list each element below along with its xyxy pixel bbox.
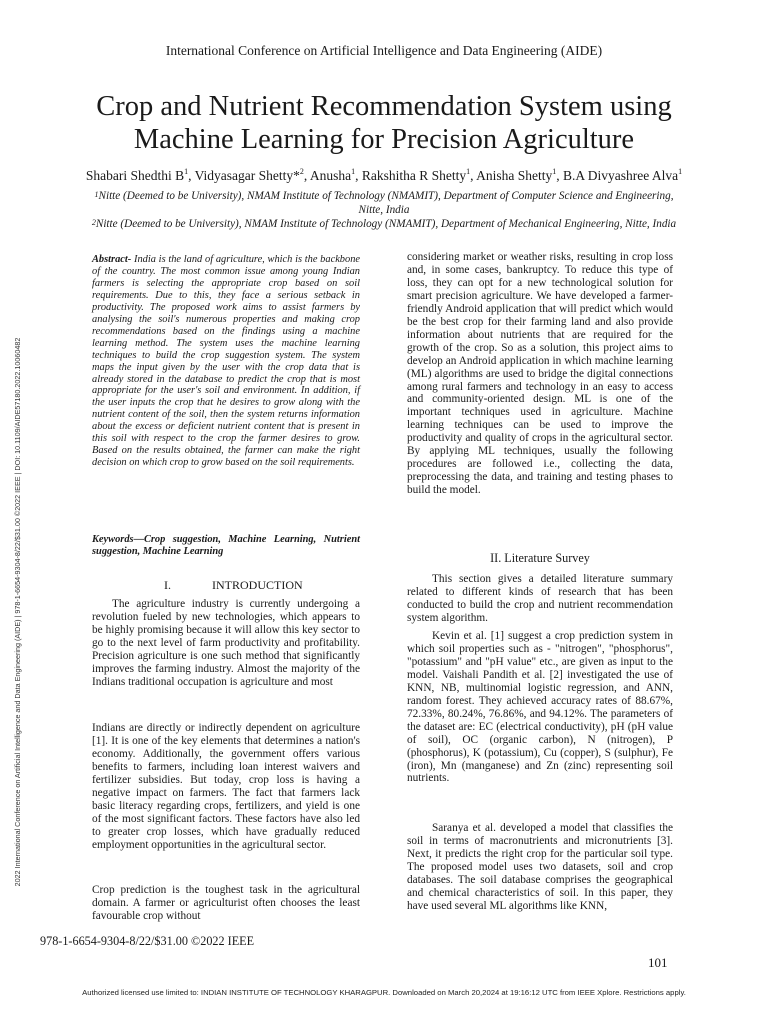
copyright-notice: 978-1-6654-9304-8/22/$31.00 ©2022 IEEE	[40, 934, 255, 948]
title-line-1: Crop and Nutrient Recommendation System using	[96, 91, 672, 122]
author-sup: 1	[351, 167, 356, 176]
paragraph: Kevin et al. [1] suggest a crop prediction system in which soil properties such as - "nitrogen", "phosphorus", "potassium" and "pH value" etc., are given as input to the model. Vaishali Pandith et al. [2] investigated the use of KNN, NB, multinomial logistic regression, and ANN, random forest. They achieved accuracy rates of 88.67%, 72.33%, 80.24%, 76.86%, and 94.12%. The parameters of the dataset are: EC (electrical conductivity), pH (pH value of soil), OC (organic carbon), N (nitrogen), P (phosphorus), K (potassium), Cu (copper), S (sulphur), Fe (iron), Mn (manganese) and Zn (zinc) representing soil nutrients.	[407, 630, 673, 785]
author-list: Shabari Shedthi $B^1$, Vidyasagar Shetty*$^2$, Anusha$^1$, Rakshitha R Shetty$^1$, Anisha Shetty$^1$, B.A Divyashree Alva$^1$	[85, 167, 683, 183]
abstract	[92, 254, 360, 469]
paragraph: Indians are directly or indirectly dependent on agriculture [1]. It is one of the key elements that determines a nation's economy. Additionally, the government offers various benefits to farmers, including loan interest waivers and fertilizer subsidies. But today, crop loss is having a negative impact on farmers. The fact that farmers lack basic literacy regarding crops, fertilizers, and yield is one of the most significant factors. These factors have also led to greater crop losses, which have gradually reduced employment opportunities in the agricultural sector.	[92, 722, 360, 851]
author-sup: 1	[466, 167, 471, 176]
author-sup: 1	[678, 167, 683, 176]
section-heading-literature-survey: II. Literature Survey	[490, 551, 590, 565]
conference-header: International Conference on Artificial Intelligence and Data Engineering (AIDE)	[165, 43, 603, 58]
author-sup: 2	[299, 167, 304, 176]
author-name: B.A Divyashree Alva	[563, 168, 679, 183]
paragraph: The agriculture industry is currently undergoing a revolution fueled by new technologies, which appears to be highly promising because it will allow this key sector to go to the next level of farm productivity and profitability. Precision agriculture is one such method that significantly improves the farming industry. Almost the majority of the Indians traditional occupation is agriculture and most	[92, 598, 360, 688]
affiliation-sup: 2	[91, 218, 96, 227]
abstract-label: Abstract-	[92, 254, 132, 265]
author-name: Anusha	[309, 168, 352, 183]
affiliation-1-line-2: Nitte, India	[358, 204, 410, 216]
paragraph: Saranya et al. developed a model that classifies the soil in terms of macronutrients and micronutrients [3]. Next, it predicts the right crop for the particular soil type. The proposed model uses two datasets, soil and crop databases. The soil database comprises the geographical and chemical characteristics of soil. In this paper, they have used several ML algorithms like KNN,	[407, 822, 673, 912]
affiliation-2-line-1: Nitte (Deemed to be University), NMAM Institute of Technology (NMAMIT), Department of Mechanical Engineering, Nitte, India	[95, 218, 677, 230]
keywords: Keywords—Crop suggestion, Machine Learning, Nutrient suggestion, Machine Learning	[92, 534, 360, 557]
author-name: Anisha Shetty	[476, 168, 553, 183]
affiliation-2	[40, 217, 728, 231]
page-number: 101	[648, 955, 668, 970]
doi-sidebar: 2022 International Conference on Artificial Intelligence and Data Engineering (AIDE) | 978-1-6654-9304-8/22/$31.00 ©2022 IEEE | DOI: 10.1109/AIDE57180.2022.10060482	[13, 337, 22, 887]
author-sup: 1	[184, 167, 189, 176]
section-title: INTRODUCTION	[212, 578, 303, 592]
author-sup: 1	[552, 167, 557, 176]
author-name: Rakshitha R Shetty	[361, 168, 467, 183]
title-line-2: Machine Learning for Precision Agriculture	[133, 124, 635, 155]
section-number: I.	[164, 578, 171, 592]
author-name: Vidyasagar Shetty*	[194, 168, 300, 183]
abstract-text: India is the land of agriculture, which is the backbone of the country. The most common issue among young Indian farmers is selecting the appropriate crop based on soil requirements. Due to this, they face a serious setback in productivity. The proposed work aims to assist farmers by analysing the soil's numerous properties and making crop recommendations based on the findings using a machine learning method. The system uses the machine learning techniques to build the crop suggestion system. The system maps the input given by the user with the crop data that is already stored in the database to predict the crop that is most appropriate for the user's soil and environment. In addition, if the user inputs the crop that he desires to grow along with the nutrient content of the soil, then the system returns information about the excess or deficient nutrient content that is present in this soil with respect to the crop the farmer desires to grow. Based on the results obtained, the farmer can make the right decision on which crop to grow based on the soil requirements.	[92, 254, 360, 469]
affiliation-sup: 1	[94, 190, 99, 199]
paper-title	[40, 90, 728, 156]
paragraph: considering market or weather risks, resulting in crop loss and, in some cases, bankruptcy. To reduce this type of loss, they can opt for a new technological solution for smart precision agriculture. We have developed a farmer-friendly Android application that will predict which would be the best crop for their farming land and also provide information about nutrients that are required for the growth of the crop. So as a solution, this project aims to develop an Android application in which machine learning (ML) algorithms are used to bridge the digital connections among rural farmers and technology in an easy to access and community-oriented design. ML is one of the important techniques used in agriculture. Machine learning techniques can be used to improve the productivity and quality of crops in the agricultural sector. By applying ML techniques, usually the following procedures are followed i.e., collecting the data, preprocessing the data, and training and testing phases to build the model.	[407, 251, 673, 497]
affiliation-1	[40, 189, 728, 217]
paragraph: This section gives a detailed literature summary related to different kinds of research that has been conducted to build the crop and nutrient recommendation system algorithm.	[407, 573, 673, 624]
license-footer: Authorized licensed use limited to: INDIAN INSTITUTE OF TECHNOLOGY KHARAGPUR. Downloaded on March 20,2024 at 19:16:12 UTC from IEEE Xplore. Restrictions apply.	[82, 988, 686, 997]
paragraph: Crop prediction is the toughest task in the agricultural domain. A farmer or agriculturist often chooses the least favourable crop without	[92, 884, 360, 922]
affiliation-1-line-1: Nitte (Deemed to be University), NMAM Institute of Technology (NMAMIT), Department of Computer Science and Engineering,	[98, 190, 674, 202]
author-name: Shabari Shedthi B	[85, 168, 185, 183]
